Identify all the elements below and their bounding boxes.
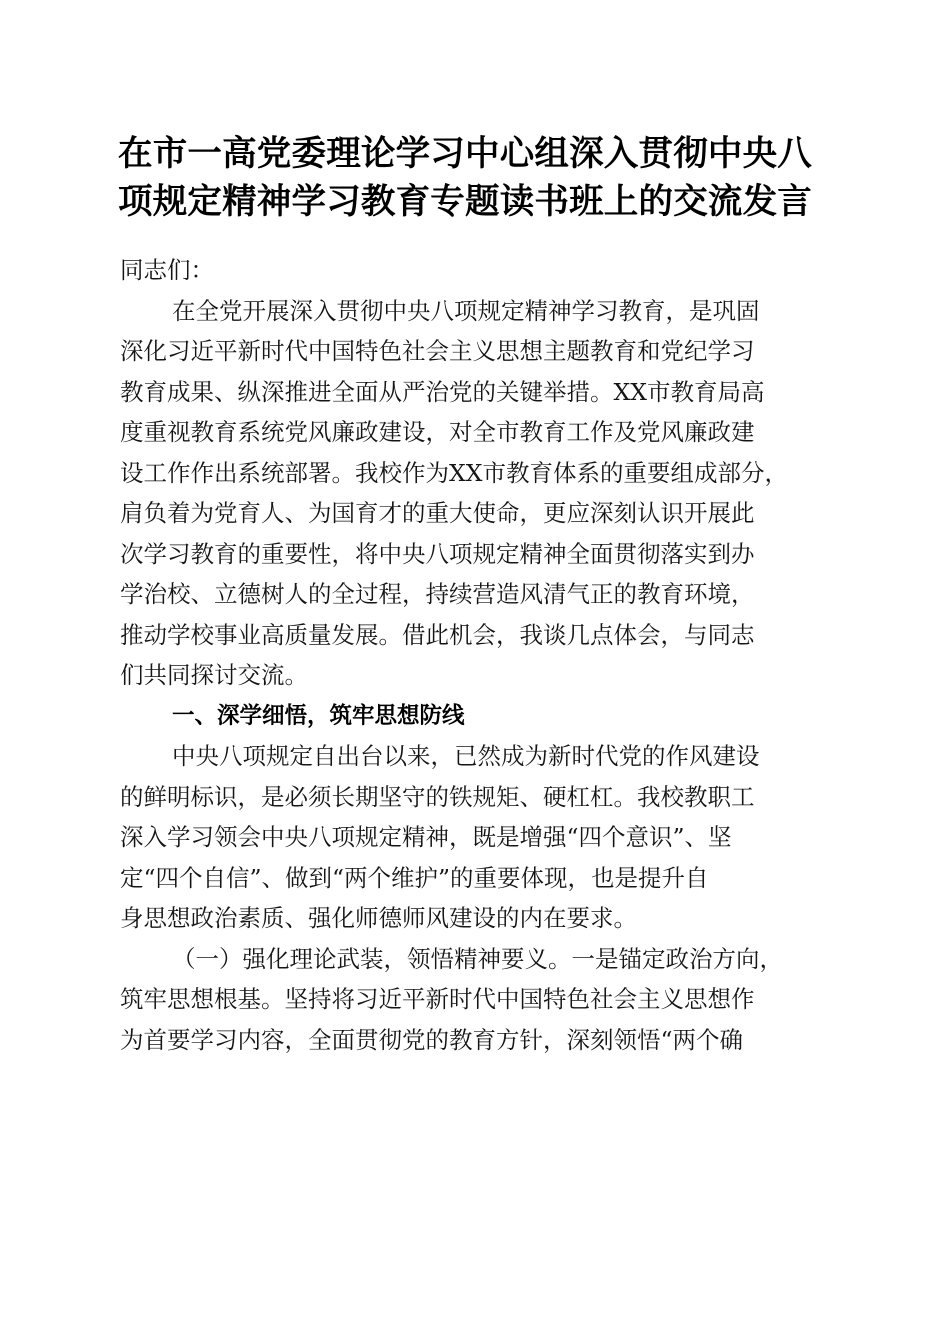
section-heading: 一、深学细悟，筑牢思想防线 — [172, 702, 465, 729]
paragraph-line: 深化习近平新时代中国特色社会主义思想主题教育和党纪学习 — [120, 337, 755, 365]
paragraph-line: 学治校、立德树人的全过程，持续营造风清气正的教育环境， — [120, 580, 755, 608]
document-title — [118, 130, 838, 226]
paragraph-line: 次学习教育的重要性，将中央八项规定精神全面贯彻落实到办 — [120, 539, 755, 568]
paragraph-line: 推动学校事业高质量发展。借此机会，我谈几点体会，与同志 — [120, 620, 755, 649]
paragraph-line: 设工作作出系统部署。我校作为XX市教育体系的重要组成部分， — [120, 458, 788, 487]
paragraph-line: 定“四个自信”、做到“两个维护”的重要体现，也是提升自 — [120, 863, 709, 892]
paragraph-line: （一）强化理论武装，领悟精神要义。一是锚定政治方向， — [172, 944, 783, 973]
title-line: 项规定精神学习教育专题读书班上的交流发言 — [118, 182, 812, 222]
salutation: 同志们： — [120, 256, 214, 284]
paragraph-line: 在全党开展深入贯彻中央八项规定精神学习教育，是巩固 — [172, 296, 760, 325]
paragraph-line: 身思想政治素质、强化师德师风建设的内在要求。 — [120, 904, 637, 932]
paragraph-line: 为首要学习内容，全面贯彻党的教育方针，深刻领悟“两个确 — [120, 1025, 744, 1054]
paragraph-line: 度重视教育系统党风廉政建设，对全市教育工作及党风廉政建 — [120, 418, 755, 446]
paragraph-line: 教育成果、纵深推进全面从严治党的关键举措。XX市教育局高 — [120, 377, 765, 406]
document-body — [120, 250, 835, 1060]
paragraph-line: 筑牢思想根基。坚持将习近平新时代中国特色社会主义思想作 — [120, 985, 755, 1013]
paragraph-line: 深入学习领会中央八项规定精神，既是增强“四个意识”、坚 — [120, 823, 732, 851]
title-line: 在市一高党委理论学习中心组深入贯彻中央八 — [118, 134, 812, 174]
paragraph-line: 们共同探讨交流。 — [120, 661, 308, 689]
paragraph-line: 中央八项规定自出台以来，已然成为新时代党的作风建设 — [172, 742, 760, 770]
paragraph-line: 的鲜明标识，是必须长期坚守的铁规矩、硬杠杠。我校教职工 — [120, 782, 755, 811]
paragraph-line: 肩负着为党育人、为国育才的重大使命，更应深刻认识开展此 — [120, 499, 755, 527]
